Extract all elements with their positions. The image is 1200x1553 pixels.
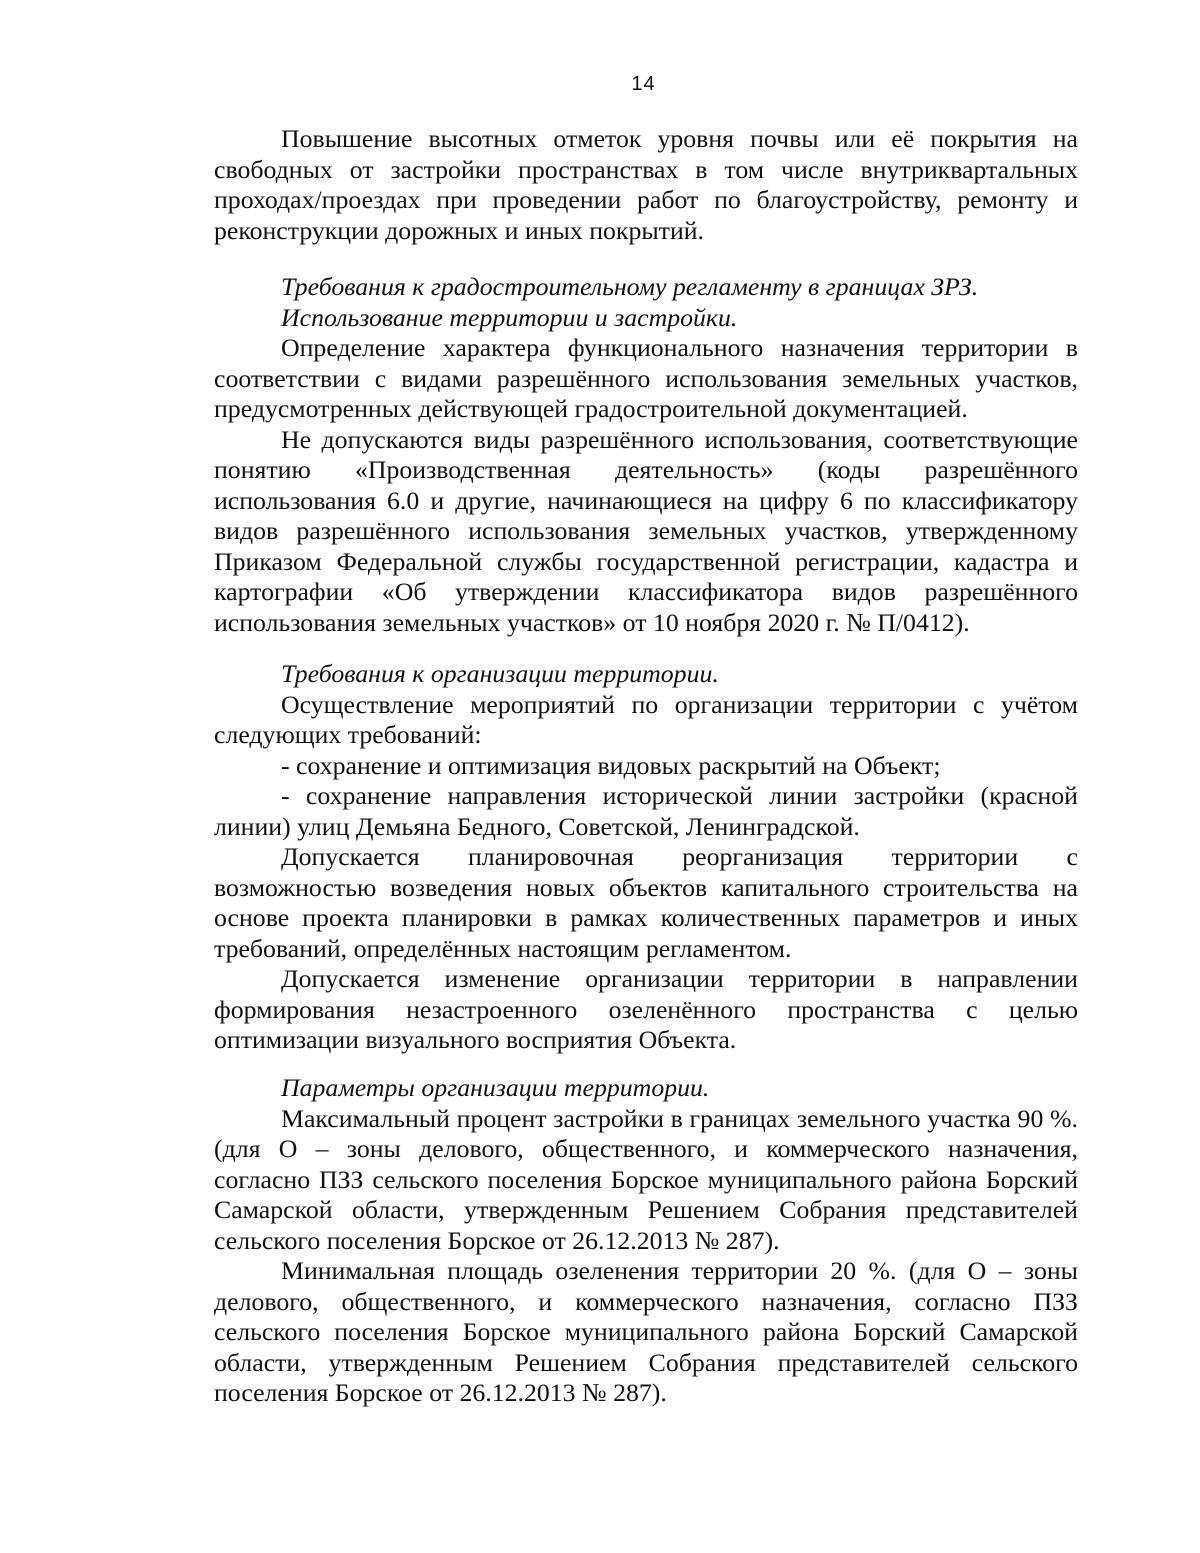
paragraph: Допускается планировочная реорганизация территории с возможностью возведения новых объектов капитального строительства на основе проекта планировки в рамках количественных параметров и иных требований, определённых настоящим регламентом. (214, 842, 1078, 963)
section-heading: Параметры организации территории. (281, 1073, 710, 1102)
list-item: - сохранение направления исторической линии застройки (красной линии) улиц Демьяна Бедного, Советской, Ленинградской. (214, 781, 1078, 841)
paragraph: Не допускаются виды разрешённого использования, соответствующие понятию «Производственная деятельность» (коды разрешённого использования 6.0 и другие, начинающиеся на цифру 6 по классификатору видов разрешённого использования земельных участков, утвержденному Приказом Федеральной службы государственной регистрации, кадастра и картографии «Об утверждении классификатора видов разрешённого использования земельных участков» от 10 ноября 2020 г. № П/0412). (214, 424, 1078, 637)
section-territory-organization (214, 659, 1078, 1056)
paragraph: Максимальный процент застройки в границах земельного участка 90 %. (для О – зоны делового, общественного, и коммерческого назначения, согласно ПЗЗ сельского поселения Борское муниципального района Борский Самарской области, утвержденным Решением Собрания представителей сельского поселения Борское от 26.12.2013 № 287). (214, 1103, 1078, 1255)
paragraph: Допускается изменение организации территории в направлении формирования незастроенного озеленённого пространства с целью оптимизации визуального восприятия Объекта. (214, 964, 1078, 1054)
page-number: 14 (631, 73, 656, 95)
section-landscaping (214, 124, 1078, 246)
section-heading: Требования к градостроительному регламенту в границах ЗРЗ. (281, 272, 979, 301)
section-subheading: Использование территории и застройки. (281, 302, 738, 332)
paragraph: Минимальная площадь озеленения территории 20 %. (для О – зоны делового, общественного, и коммерческого назначения, согласно ПЗЗ сельского поселения Борское муниципального района Борский Самарской области, утвержденным Решением Собрания представителей сельского поселения Борское от 26.12.2013 № 287). (214, 1256, 1078, 1407)
section-heading: Требования к организации территории. (281, 659, 719, 688)
section-urban-regulation (214, 272, 1078, 638)
list-item: - сохранение и оптимизация видовых раскрытий на Объект; (281, 750, 941, 780)
section-territory-parameters (214, 1073, 1078, 1409)
paragraph: Определение характера функционального назначения территории в соответствии с видами разрешённого использования земельных участков, предусмотренных действующей градостроительной документацией. (214, 333, 1078, 423)
paragraph: Осуществление мероприятий по организации территории с учётом следующих требований: (214, 689, 1078, 749)
paragraph: Повышение высотных отметок уровня почвы или её покрытия на свободных от застройки пространствах в том числе внутриквартальных проходах/проездах при проведении работ по благоустройству, ремонту и реконструкции дорожных и иных покрытий. (214, 124, 1078, 245)
